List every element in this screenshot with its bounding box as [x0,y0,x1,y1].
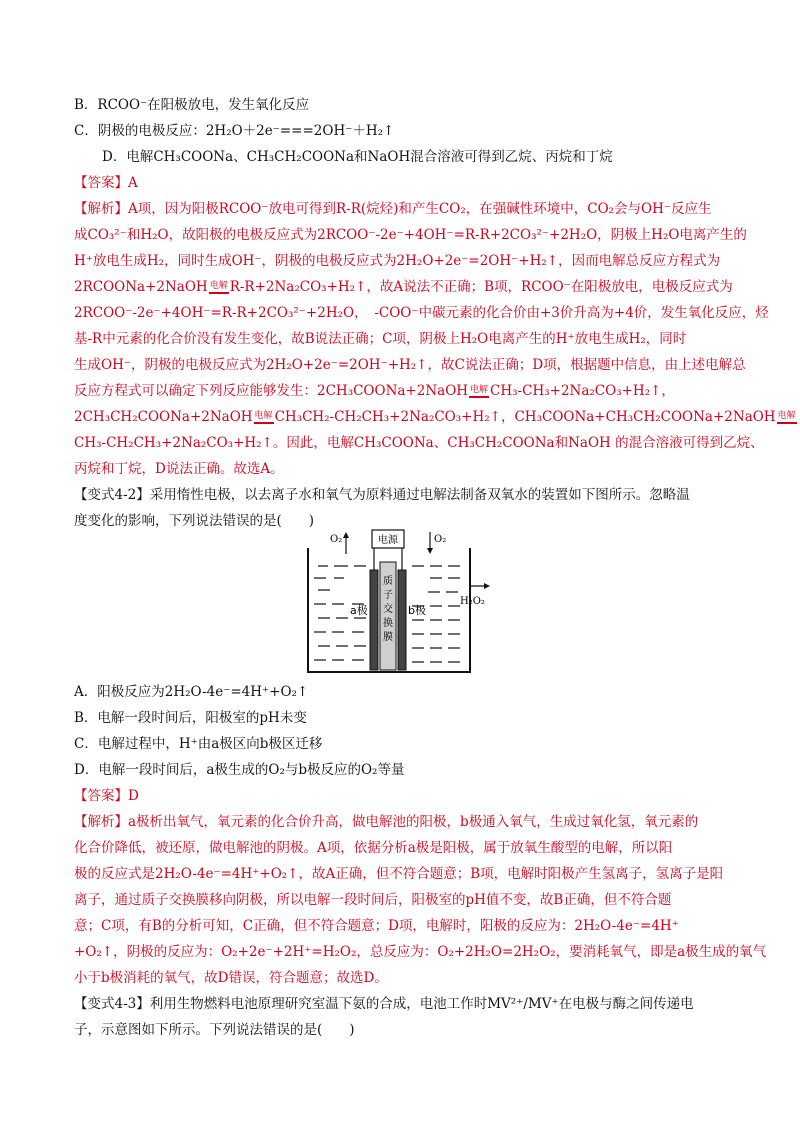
equation-middle: CH₃CH₂-CH₂CH₃+2Na₂CO₃+H₂↑，CH₃COONa+CH₃CH₂COONa+2NaOH [274,409,776,425]
analysis-line [74,277,734,297]
equation-right: CH₃-CH₃+2Na₂CO₃+H₂↑， [490,383,675,399]
o2-right-label: O₂ [434,534,447,545]
question-stem: 【变式4-3】利用生物燃料电池原理研究室温下氨的合成，电池工作时MV²⁺/MV⁺在电极与酶之间传递电 [74,996,694,1012]
o2-left-label: O₂ [330,534,343,545]
analysis-line: 基-R中元素的化合价没有发生变化，故B说法正确；C项，阴极上H₂O电离产生的H⁺放电生成H₂，同时 [74,331,687,347]
question-stem: 子，示意图如下所示。下列说法错误的是( ) [74,1022,355,1038]
h2o2-label: H₂O₂ [460,596,485,607]
equation-right: R-R+2Na₂CO₃+H₂↑，故A说法不正确；B项，RCOO⁻在阳极放电，电极反应式为 [229,279,733,295]
analysis-line [74,381,734,401]
electrolysis-apparatus-diagram [300,526,500,676]
equation-left: 2CH₃CH₂COONa+2NaOH [74,409,253,425]
analysis-line: +O₂↑，阴极的反应为：O₂+2e⁻+2H⁺=H₂O₂，总反应为：O₂+2H₂O=2H₂O₂，要消耗氧气，即是a极生成的氧气 [74,944,767,960]
electrolysis-condition: 电解 [777,412,797,424]
analysis-line: 【解析】a极析出氧气，氧元素的化合价升高，做电解池的阳极，b极通入氧气，生成过氧化氢，氧元素的 [74,814,699,830]
analysis-line: 【解析】A项，因为阳极RCOO⁻放电可得到R-R(烷烃)和产生CO₂，在强碱性环境中，CO₂会与OH⁻反应生 [74,201,712,217]
option-d: D．电解一段时间后，a极生成的O₂与b极反应的O₂等量 [74,762,405,778]
analysis-line: 成CO₃²⁻和H₂O，故阳极的电极反应式为2RCOO⁻-2e⁻+4OH⁻=R-R+2CO₃²⁻+2H₂O，阴极上H₂O电离产生的 [74,227,747,243]
electrode-b-label: b极 [408,604,426,617]
analysis-line: H⁺放电生成H₂，同时生成OH⁻，阴极的电极反应式为2H₂O+2e⁻=2OH⁻+H₂↑，因而电解总反应方程式为 [74,253,721,269]
question-stem: 度变化的影响，下列说法错误的是( ) [74,513,315,529]
electrode-a [370,570,378,670]
equation-left: 2RCOONa+2NaOH [74,279,208,295]
analysis-line: 极的反应式是2H₂O-4e⁻=4H⁺+O₂↑，故A正确，但不符合题意；B项，电解时阳极产生氢离子，氢离子是阳 [74,866,724,882]
option-b: B．电解一段时间后，阳极室的pH未变 [74,710,307,726]
analysis-line: 离子，通过质子交换膜移向阴极，所以电解一段时间后，阳极室的pH值不变，故B正确，但不符合题 [74,892,672,908]
membrane-label-char: 换 [383,618,393,629]
analysis-line [74,407,796,427]
outlet-arrowhead [484,583,490,589]
o2-in-arrowhead [427,548,433,554]
analysis-line: 意；C项，有B的分析可知，C正确，但不符合题意；D项，电解时，阳极的反应为：2H₂O-4e⁻=4H⁺ [74,918,679,934]
electrolysis-condition: 电解 [209,282,229,294]
analysis-line: 生成OH⁻，阴极的电极反应式为2H₂O+2e⁻=2OH⁻+H₂↑，故C说法正确；D项，根据题中信息，由上述电解总 [74,357,746,373]
option-c: C．阴极的电极反应：2H₂O＋2e⁻===2OH⁻＋H₂↑ [74,123,395,139]
electrode-b [398,570,406,670]
analysis-line: 化合价降低，被还原，做电解池的阴极。A项，依据分析a极是阳极，属于放氧生酸型的电解，所以阳 [74,840,673,856]
option-a: A．阳极反应为2H₂O-4e⁻=4H⁺+O₂↑ [74,684,309,700]
membrane-label-char: 交 [383,604,393,615]
power-source-label: 电源 [378,535,398,546]
option-c: C．电解过程中，H⁺由a极区向b极区迁移 [74,736,323,752]
membrane-label-char: 质 [383,576,393,587]
membrane-label-char: 膜 [383,632,393,643]
electrolysis-condition: 电解 [254,412,274,424]
question-stem: 【变式4-2】采用惰性电极，以去离子水和氧气为原料通过电解法制备双氧水的装置如下图所示。忽略温 [74,487,690,503]
answer-label: 【答案】D [74,788,139,804]
analysis-line: 2RCOO⁻-2e⁻+4OH⁻=R-R+2CO₃²⁻+2H₂O， -COO⁻中碳元素的化合价由+3价升高为+4价，发生氧化反应，烃 [74,305,769,321]
option-b: B．RCOO⁻在阳极放电，发生氧化反应 [74,97,310,113]
membrane-label-char: 子 [383,590,393,601]
electrolysis-condition: 电解 [469,386,489,398]
option-d: D．电解CH₃COONa、CH₃CH₂COONa和NaOH混合溶液可得到乙烷、丙烷和丁烷 [102,149,613,165]
o2-out-arrowhead [343,532,349,538]
answer-label: 【答案】A [74,175,138,191]
analysis-line: 小于b极消耗的氧气，故D错误，符合题意；故选D。 [74,970,388,986]
electrode-a-label: a极 [350,604,368,617]
equation-left: 反应方程式可以确定下列反应能够发生：2CH₃COONa+2NaOH [74,383,469,399]
analysis-line: 丙烷和丁烷，D说法正确。故选A。 [74,461,284,477]
analysis-line: CH₃-CH₂CH₃+2Na₂CO₃+H₂↑。因此，电解CH₃COONa、CH₃CH₂COONa和NaOH 的混合溶液可得到乙烷、 [74,435,764,451]
